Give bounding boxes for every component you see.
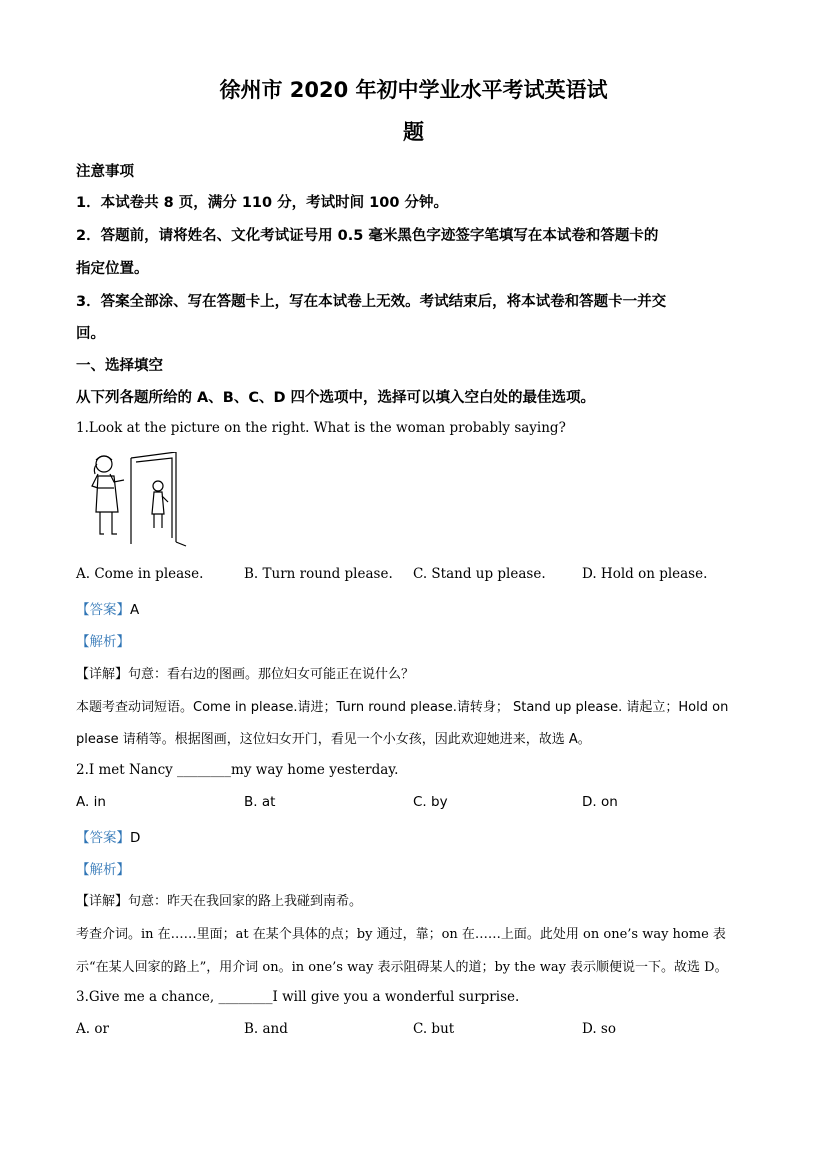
q3-option-c: C. but	[413, 1021, 455, 1037]
q2-answer-label: 【答案】	[76, 830, 130, 846]
q3-option-d: D. so	[582, 1021, 616, 1037]
page-title-line1: 徐州市 2020 年初中学业水平考试英语试	[219, 78, 608, 102]
q2-explain-2: 示“在某人回家的路上”，用介词 on。in one’s way 表示阻碍某人的道；by the way 表示顺便说一下。故选 D。	[76, 960, 728, 975]
q3-question: 3.Give me a chance, ________I will give you a wonderful surprise.	[76, 989, 520, 1005]
q1-detail: 【详解】句意：看右边的图画。那位妇女可能正在说什么？	[76, 667, 415, 682]
q2-option-a: A. in	[76, 794, 106, 810]
notes-item-2a: 2．答题前，请将姓名、文化考试证号用 0.5 毫米黑色字迹签字笔填写在本试卷和答题卡的	[76, 228, 659, 244]
q1-answer	[76, 598, 139, 618]
q2-option-b: B. at	[244, 794, 276, 810]
section-heading: 一、选择填空	[76, 358, 163, 374]
page-title-line2: 题	[403, 120, 424, 144]
q1-option-a: A. Come in please.	[76, 566, 204, 582]
q1-option-b: B. Turn round please.	[244, 566, 393, 582]
q3-option-b: B. and	[244, 1021, 288, 1037]
q2-option-d: D. on	[582, 794, 618, 810]
q2-option-c: C. by	[413, 794, 448, 810]
q1-explain-1: 本题考查动词短语。Come in please.请进；Turn round please.请转身； Stand up please. 请起立；Hold on	[76, 700, 729, 715]
notes-item-2b: 指定位置。	[76, 261, 149, 277]
q2-answer	[76, 826, 140, 846]
notes-item-1: 1．本试卷共 8 页，满分 110 分，考试时间 100 分钟。	[76, 195, 448, 211]
q1-answer-value: A	[130, 602, 140, 618]
q2-detail: 【详解】句意：昨天在我回家的路上我碰到南希。	[76, 894, 363, 909]
notes-item-3a: 3．答案全部涂、写在答题卡上，写在本试卷上无效。考试结束后，将本试卷和答题卡一并交	[76, 294, 667, 310]
q3-option-a: A. or	[76, 1021, 109, 1037]
q2-answer-value: D	[130, 830, 141, 846]
notes-heading: 注意事项	[76, 164, 134, 180]
q1-option-c: C. Stand up please.	[413, 566, 546, 582]
q1-analysis-label: 【解析】	[76, 634, 130, 650]
q1-answer-label: 【答案】	[76, 602, 130, 618]
q1-option-d: D. Hold on please.	[582, 566, 708, 582]
q1-explain-2: please 请稍等。根据图画，这位妇女开门，看见一个小女孩，因此欢迎她进来，故选 A。	[76, 732, 591, 747]
notes-item-3b: 回。	[76, 326, 105, 342]
q2-explain-1: 考查介词。in 在……里面；at 在某个具体的点；by 通过，靠；on 在……上面。此处用 on one’s way home 表	[76, 927, 726, 942]
q2-analysis-label: 【解析】	[76, 862, 130, 878]
section-instruction: 从下列各题所给的 A、B、C、D 四个选项中，选择可以填入空白处的最佳选项。	[76, 390, 596, 406]
q1-question: 1.Look at the picture on the right. What is the woman probably saying?	[76, 420, 566, 436]
woman-at-door-illustration	[84, 452, 188, 550]
q2-question: 2.I met Nancy ________my way home yesterday.	[76, 762, 399, 778]
